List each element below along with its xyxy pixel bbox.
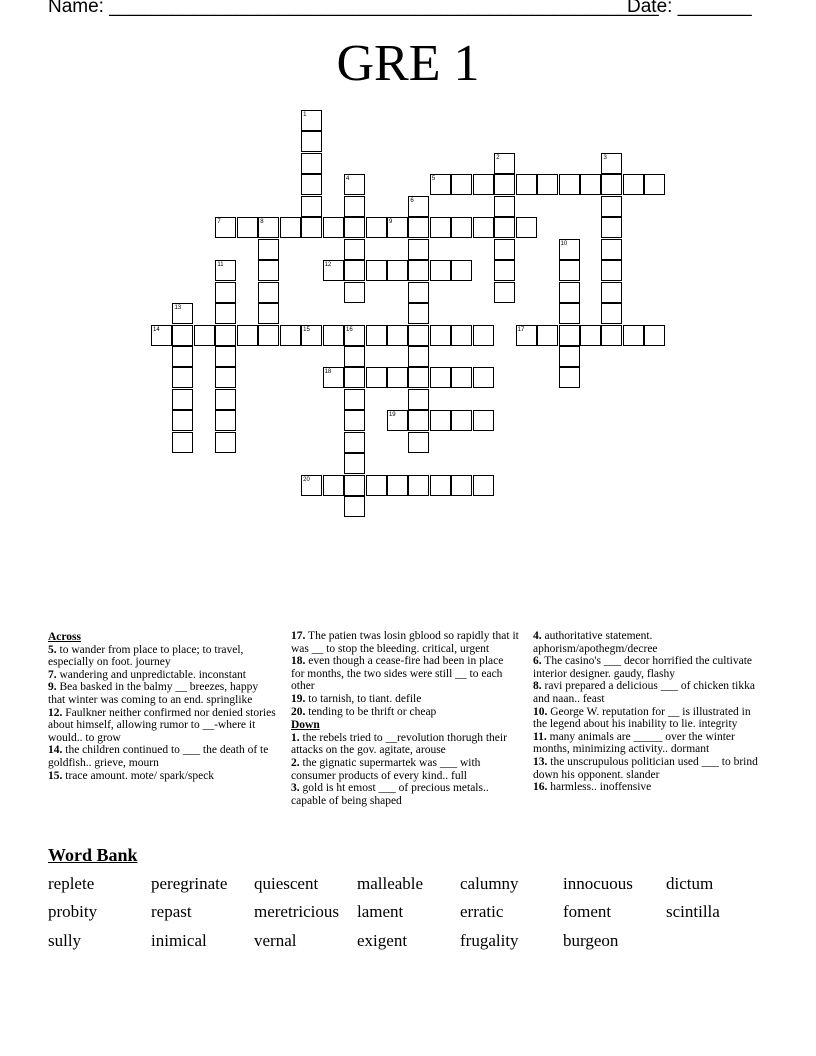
grid-cell[interactable] bbox=[494, 217, 515, 238]
clue-number: 11 bbox=[217, 262, 224, 269]
grid-cell[interactable] bbox=[494, 239, 515, 260]
clue-number: 13 bbox=[174, 305, 182, 312]
grid-cell[interactable] bbox=[301, 196, 322, 217]
word-bank-item: frugality bbox=[460, 931, 519, 950]
grid-cell[interactable] bbox=[215, 217, 236, 238]
word-bank-item: probity bbox=[48, 902, 98, 921]
grid-cell[interactable] bbox=[194, 325, 215, 346]
grid-cell[interactable] bbox=[451, 260, 472, 281]
grid-cell[interactable] bbox=[387, 260, 408, 281]
grid-cell[interactable] bbox=[280, 217, 301, 238]
grid-cell[interactable] bbox=[408, 303, 429, 324]
grid-cell[interactable] bbox=[473, 325, 494, 346]
clue-number: 7 bbox=[217, 219, 221, 226]
word-bank-item: vernal bbox=[254, 931, 297, 950]
grid-cell[interactable] bbox=[301, 153, 322, 174]
grid-cell[interactable] bbox=[430, 475, 451, 496]
grid-cell[interactable] bbox=[559, 260, 580, 281]
clue-number: 3 bbox=[603, 154, 607, 161]
word-bank-item: scintilla bbox=[666, 902, 720, 921]
grid-cell[interactable] bbox=[601, 239, 622, 260]
grid-cell[interactable] bbox=[408, 217, 429, 238]
grid-cell[interactable] bbox=[151, 325, 172, 346]
word-bank-item: meretricious bbox=[254, 902, 339, 921]
grid-cell[interactable] bbox=[344, 410, 365, 431]
grid-cell[interactable] bbox=[408, 282, 429, 303]
grid-cell[interactable] bbox=[323, 367, 344, 388]
word-bank-item: quiescent bbox=[254, 874, 319, 893]
grid-cell[interactable] bbox=[172, 367, 193, 388]
grid-cell[interactable] bbox=[494, 282, 515, 303]
clue-across-9: 9. Bea basked in the balmy __ breezes, happy that winter was coming to an end. springlike bbox=[48, 681, 259, 706]
grid-cell[interactable] bbox=[623, 325, 644, 346]
grid-cell[interactable] bbox=[258, 217, 279, 238]
grid-cell[interactable] bbox=[172, 303, 193, 324]
grid-cell[interactable] bbox=[366, 260, 387, 281]
word-bank-item: innocuous bbox=[563, 874, 633, 893]
grid-cell[interactable] bbox=[344, 196, 365, 217]
clue-across-12: 12. Faulkner neither confirmed nor denied stories about himself, allowing rumor to __-where it would.. to grow bbox=[48, 706, 276, 744]
grid-cell[interactable] bbox=[430, 174, 451, 195]
grid-cell[interactable] bbox=[494, 196, 515, 217]
clue-across-20: 20. tending to be thrift or cheap bbox=[291, 705, 437, 718]
grid-cell[interactable] bbox=[644, 325, 665, 346]
clue-number: 5 bbox=[431, 176, 436, 183]
grid-cell[interactable] bbox=[559, 346, 580, 367]
grid-cell[interactable] bbox=[215, 389, 236, 410]
grid-cell[interactable] bbox=[408, 346, 429, 367]
clue-number: 10 bbox=[560, 240, 568, 247]
grid-cell[interactable] bbox=[408, 325, 429, 346]
clue-across-19: 19. to tarnish, to tiant. defile bbox=[291, 692, 422, 705]
grid-cell[interactable] bbox=[172, 389, 193, 410]
grid-cell[interactable] bbox=[451, 325, 472, 346]
grid-cell[interactable] bbox=[451, 410, 472, 431]
grid-cell[interactable] bbox=[344, 346, 365, 367]
grid-cell[interactable] bbox=[366, 325, 387, 346]
grid-cell[interactable] bbox=[580, 325, 601, 346]
name-field[interactable]: Name: ____________________________________________________ bbox=[48, 0, 659, 17]
grid-cell[interactable] bbox=[451, 475, 472, 496]
grid-cell[interactable] bbox=[344, 367, 365, 388]
clue-number: 2 bbox=[496, 154, 500, 161]
clue-down-4: 4. authoritative statement. aphorism/apothegm/decree bbox=[533, 630, 658, 655]
grid-cell[interactable] bbox=[451, 174, 472, 195]
grid-cell[interactable] bbox=[601, 174, 622, 195]
word-bank-item: inimical bbox=[151, 931, 207, 950]
grid-cell[interactable] bbox=[559, 239, 580, 260]
grid-cell[interactable] bbox=[601, 282, 622, 303]
grid-cell[interactable] bbox=[601, 260, 622, 281]
grid-cell[interactable] bbox=[215, 367, 236, 388]
grid-cell[interactable] bbox=[215, 303, 236, 324]
clue-down-8: 8. ravi prepared a delicious ___ of chicken tikka and naan.. feast bbox=[533, 680, 755, 705]
word-bank-item: malleable bbox=[357, 874, 424, 893]
grid-cell[interactable] bbox=[408, 260, 429, 281]
clue-number: 19 bbox=[388, 412, 396, 419]
grid-cell[interactable] bbox=[408, 196, 429, 217]
grid-cell[interactable] bbox=[172, 325, 193, 346]
word-bank-item: calumny bbox=[460, 874, 519, 893]
clue-number: 18 bbox=[324, 369, 332, 376]
grid-cell[interactable] bbox=[408, 389, 429, 410]
grid-cell[interactable] bbox=[559, 282, 580, 303]
grid-cell[interactable] bbox=[408, 475, 429, 496]
grid-cell[interactable] bbox=[301, 325, 322, 346]
grid-cell[interactable] bbox=[623, 174, 644, 195]
clue-across-14: 14. the children continued to ___ the death of te goldfish.. grieve, mourn bbox=[48, 744, 269, 769]
grid-cell[interactable] bbox=[344, 475, 365, 496]
grid-cell[interactable] bbox=[408, 239, 429, 260]
clue-number: 4 bbox=[346, 176, 350, 183]
grid-cell[interactable] bbox=[408, 410, 429, 431]
grid-cell[interactable] bbox=[237, 325, 258, 346]
grid-cell[interactable] bbox=[323, 217, 344, 238]
clue-number: 20 bbox=[303, 476, 310, 483]
clue-down-10: 10. George W. reputation for __ is illustrated in the legend about his inability to lie. integrity bbox=[533, 705, 751, 731]
clue-down-11: 11. many animals are _____ over the winter months, minimizing activity.. dormant bbox=[533, 730, 735, 756]
grid-cell[interactable] bbox=[644, 174, 665, 195]
grid-cell[interactable] bbox=[344, 496, 365, 517]
grid-cell[interactable] bbox=[387, 367, 408, 388]
grid-cell[interactable] bbox=[301, 217, 322, 238]
grid-cell[interactable] bbox=[473, 217, 494, 238]
word-bank-item: sully bbox=[48, 931, 82, 950]
grid-cell[interactable] bbox=[258, 260, 279, 281]
grid-cell[interactable] bbox=[473, 475, 494, 496]
grid-cell[interactable] bbox=[215, 432, 236, 453]
grid-cell[interactable] bbox=[516, 325, 537, 346]
clue-number: 15 bbox=[303, 326, 310, 333]
grid-cell[interactable] bbox=[430, 367, 451, 388]
grid-cell[interactable] bbox=[408, 367, 429, 388]
grid-cell[interactable] bbox=[430, 410, 451, 431]
grid-cell[interactable] bbox=[537, 174, 558, 195]
grid-cell[interactable] bbox=[408, 432, 429, 453]
grid-cell[interactable] bbox=[537, 325, 558, 346]
grid-cell[interactable] bbox=[258, 325, 279, 346]
clue-number: 1 bbox=[303, 112, 307, 118]
grid-cell[interactable] bbox=[601, 303, 622, 324]
clue-across-5: 5. to wander from place to place; to travel, especially on foot. journey bbox=[48, 643, 244, 669]
clue-number: 12 bbox=[324, 262, 332, 269]
clue-number: 9 bbox=[388, 219, 393, 226]
grid-cell[interactable] bbox=[344, 217, 365, 238]
clue-number: 6 bbox=[410, 197, 414, 204]
grid-cell[interactable] bbox=[580, 174, 601, 195]
grid-cell[interactable] bbox=[516, 217, 537, 238]
grid-cell[interactable] bbox=[215, 325, 236, 346]
grid-cell[interactable] bbox=[473, 367, 494, 388]
grid-cell[interactable] bbox=[344, 282, 365, 303]
grid-cell[interactable] bbox=[473, 410, 494, 431]
clues-column-1 bbox=[48, 630, 276, 782]
clue-down-6: 6. The casino's ___ decor horrified the cultivate interior designer. gaudy, flashy bbox=[533, 655, 753, 680]
date-field[interactable]: Date: _______ bbox=[627, 0, 752, 17]
clue-down-2: 2. the gignatic supermartek was ___ with consumer products of every kind.. full bbox=[291, 756, 481, 782]
grid-cell[interactable] bbox=[323, 260, 344, 281]
grid-cell[interactable] bbox=[344, 389, 365, 410]
grid-cell[interactable] bbox=[301, 131, 322, 152]
clue-down-13: 13. the unscrupulous politician used ___ to brind down his opponent. slander bbox=[533, 755, 758, 781]
grid-cell[interactable] bbox=[366, 367, 387, 388]
grid-cell[interactable] bbox=[366, 217, 387, 238]
clues-column-2 bbox=[291, 630, 519, 807]
grid-cell[interactable] bbox=[494, 153, 515, 174]
grid-cell[interactable] bbox=[215, 282, 236, 303]
clue-number: 8 bbox=[260, 219, 264, 226]
grid-cell[interactable] bbox=[172, 346, 193, 367]
clue-down-1: 1. the rebels tried to __revolution thorugh their attacks on the gov. agitate, arouse bbox=[291, 731, 507, 757]
page-title: GRE 1 bbox=[336, 35, 480, 92]
grid-cell[interactable] bbox=[344, 432, 365, 453]
word-bank-item: peregrinate bbox=[151, 874, 228, 893]
grid-cell[interactable] bbox=[258, 303, 279, 324]
down-heading: Down bbox=[291, 719, 320, 732]
clue-across-17: 17. The patien twas losin gblood so rapidly that it was __ to stop the bleeding. critical, urgent bbox=[291, 630, 519, 655]
grid-cell[interactable] bbox=[215, 410, 236, 431]
word-bank-title: Word Bank bbox=[48, 845, 138, 865]
grid-cell[interactable] bbox=[473, 174, 494, 195]
grid-cell[interactable] bbox=[344, 174, 365, 195]
grid-cell[interactable] bbox=[601, 325, 622, 346]
grid-cell[interactable] bbox=[516, 174, 537, 195]
grid-cell[interactable] bbox=[301, 475, 322, 496]
word-bank-item: erratic bbox=[460, 902, 504, 921]
across-heading: Across bbox=[48, 631, 82, 643]
grid-cell[interactable] bbox=[172, 410, 193, 431]
clue-down-16: 16. harmless.. inoffensive bbox=[533, 781, 652, 794]
word-bank-item: exigent bbox=[357, 931, 408, 950]
grid-cell[interactable] bbox=[494, 260, 515, 281]
grid-cell[interactable] bbox=[430, 325, 451, 346]
word-bank-item: dictum bbox=[666, 874, 714, 893]
grid-cell[interactable] bbox=[387, 475, 408, 496]
grid-cell[interactable] bbox=[215, 260, 236, 281]
grid-cell[interactable] bbox=[601, 196, 622, 217]
clue-down-3: 3. gold is ht emost ___ of precious metals.. capable of being shaped bbox=[291, 782, 489, 807]
grid-cell[interactable] bbox=[344, 260, 365, 281]
grid-cell[interactable] bbox=[387, 325, 408, 346]
grid-cell[interactable] bbox=[280, 325, 301, 346]
clue-across-7: 7. wandering and unpredictable. inconstant bbox=[48, 668, 246, 681]
grid-cell[interactable] bbox=[344, 453, 365, 474]
grid-cell[interactable] bbox=[258, 282, 279, 303]
clue-number: 14 bbox=[153, 326, 160, 333]
word-bank-item: replete bbox=[48, 874, 95, 893]
clue-across-18: 18. even though a cease-fire had been in place for months, the two sides were still __ to each other bbox=[291, 655, 504, 693]
clues-column-3 bbox=[533, 630, 765, 794]
grid-cell[interactable] bbox=[430, 217, 451, 238]
grid-cell[interactable] bbox=[237, 217, 258, 238]
clue-number: 17 bbox=[517, 326, 525, 333]
grid-cell[interactable] bbox=[559, 174, 580, 195]
grid-cell[interactable] bbox=[258, 239, 279, 260]
grid-cell[interactable] bbox=[387, 410, 408, 431]
grid-cell[interactable] bbox=[559, 303, 580, 324]
grid-cell[interactable] bbox=[323, 325, 344, 346]
grid-cell[interactable] bbox=[601, 217, 622, 238]
grid-cell[interactable] bbox=[559, 325, 580, 346]
grid-cell[interactable] bbox=[601, 153, 622, 174]
grid-cell[interactable] bbox=[430, 260, 451, 281]
word-bank-item: repast bbox=[151, 902, 192, 921]
grid-cell[interactable] bbox=[301, 174, 322, 195]
grid-cell[interactable] bbox=[215, 346, 236, 367]
grid-cell[interactable] bbox=[301, 110, 322, 131]
clue-across-15: 15. trace amount. mote/ spark/speck bbox=[48, 769, 215, 782]
grid-cell[interactable] bbox=[344, 325, 365, 346]
word-bank-item: lament bbox=[357, 902, 404, 921]
word-bank-item: foment bbox=[563, 902, 612, 921]
grid-cell[interactable] bbox=[172, 432, 193, 453]
grid-cell[interactable] bbox=[559, 367, 580, 388]
word-bank-item: burgeon bbox=[563, 931, 619, 950]
grid-cell[interactable] bbox=[387, 217, 408, 238]
grid-cell[interactable] bbox=[366, 475, 387, 496]
grid-cell[interactable] bbox=[494, 174, 515, 195]
grid-cell[interactable] bbox=[344, 239, 365, 260]
grid-cell[interactable] bbox=[451, 217, 472, 238]
grid-cell[interactable] bbox=[451, 367, 472, 388]
clue-number: 16 bbox=[346, 326, 353, 333]
grid-cell[interactable] bbox=[323, 475, 344, 496]
